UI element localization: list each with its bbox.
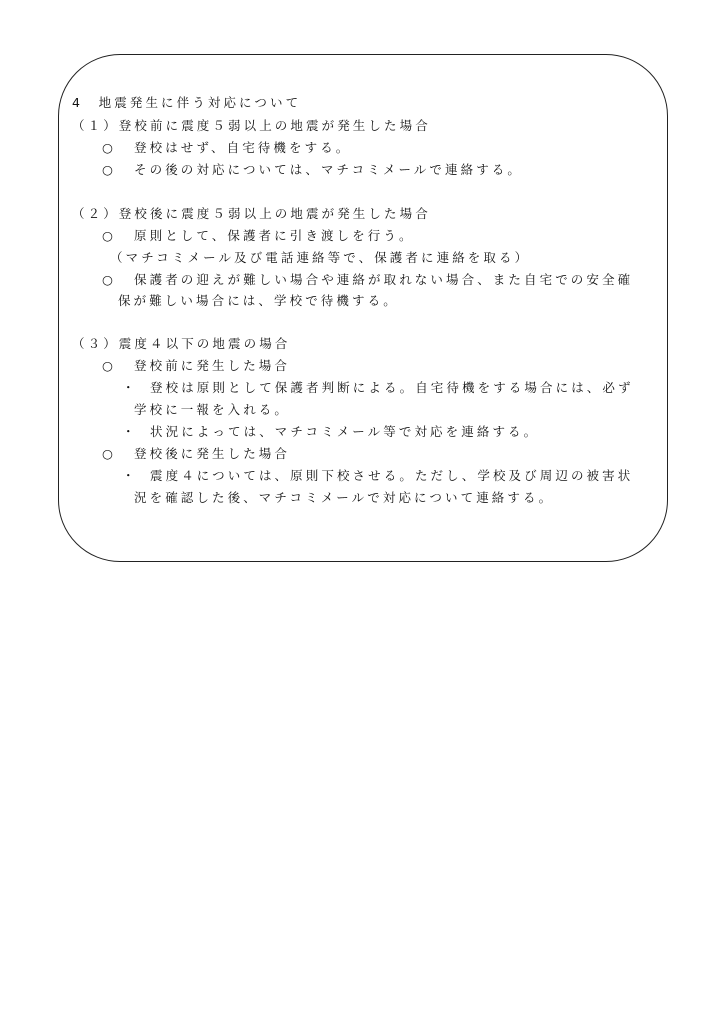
case3-heading: （３）震度４以下の地震の場合 xyxy=(72,336,291,351)
case3-sub-b-marker: ○ xyxy=(102,446,113,461)
case3-sub-a-bullet1-line2: 学校に一報を入れる。 xyxy=(134,402,291,417)
case2-item2-marker: ○ xyxy=(102,272,113,287)
case3-sub-a-text: 登校前に発生した場合 xyxy=(134,358,291,373)
case3-sub-b-bullet1-line2: 況を確認した後、マチコミメールで対応について連絡する。 xyxy=(134,490,555,505)
case2-item2-text-line1: 保護者の迎えが難しい場合や連絡が取れない場合、また自宅での安全確 xyxy=(134,272,634,287)
case3-sub-b-bullet1-marker: ・ xyxy=(122,468,135,483)
case2-item2-text-line2: 保が難しい場合には、学校で待機する。 xyxy=(118,293,399,308)
case3-sub-b-bullet1-line1: 震度４については、原則下校させる。ただし、学校及び周辺の被害状 xyxy=(150,468,634,483)
case3-sub-a-bullet2-marker: ・ xyxy=(122,424,135,439)
case1-item1-marker: ○ xyxy=(102,140,113,155)
case2-item1-text: 原則として、保護者に引き渡しを行う。 xyxy=(134,228,415,243)
case3-sub-a-bullet2-line1: 状況によっては、マチコミメール等で対応を連絡する。 xyxy=(150,424,540,439)
case2-heading: （２）登校後に震度５弱以上の地震が発生した場合 xyxy=(72,206,431,221)
case1-item2-marker: ○ xyxy=(102,162,113,177)
case3-sub-a-bullet1-marker: ・ xyxy=(122,380,135,395)
case1-heading: （１）登校前に震度５弱以上の地震が発生した場合 xyxy=(72,118,431,133)
case2-item1-marker: ○ xyxy=(102,228,113,243)
case3-sub-a-bullet1-line1: 登校は原則として保護者判断による。自宅待機をする場合には、必ず xyxy=(150,380,634,395)
case1-item2-text: その後の対応については、マチコミメールで連絡する。 xyxy=(134,162,524,177)
section-heading: 4 地震発生に伴う対応について xyxy=(72,95,302,110)
case1-item1-text: 登校はせず、自宅待機をする。 xyxy=(134,140,352,155)
case3-sub-b-text: 登校後に発生した場合 xyxy=(134,446,291,461)
case3-sub-a-marker: ○ xyxy=(102,358,113,373)
case2-item1-note: （マチコミメール及び電話連絡等で、保護者に連絡を取る） xyxy=(110,250,531,265)
